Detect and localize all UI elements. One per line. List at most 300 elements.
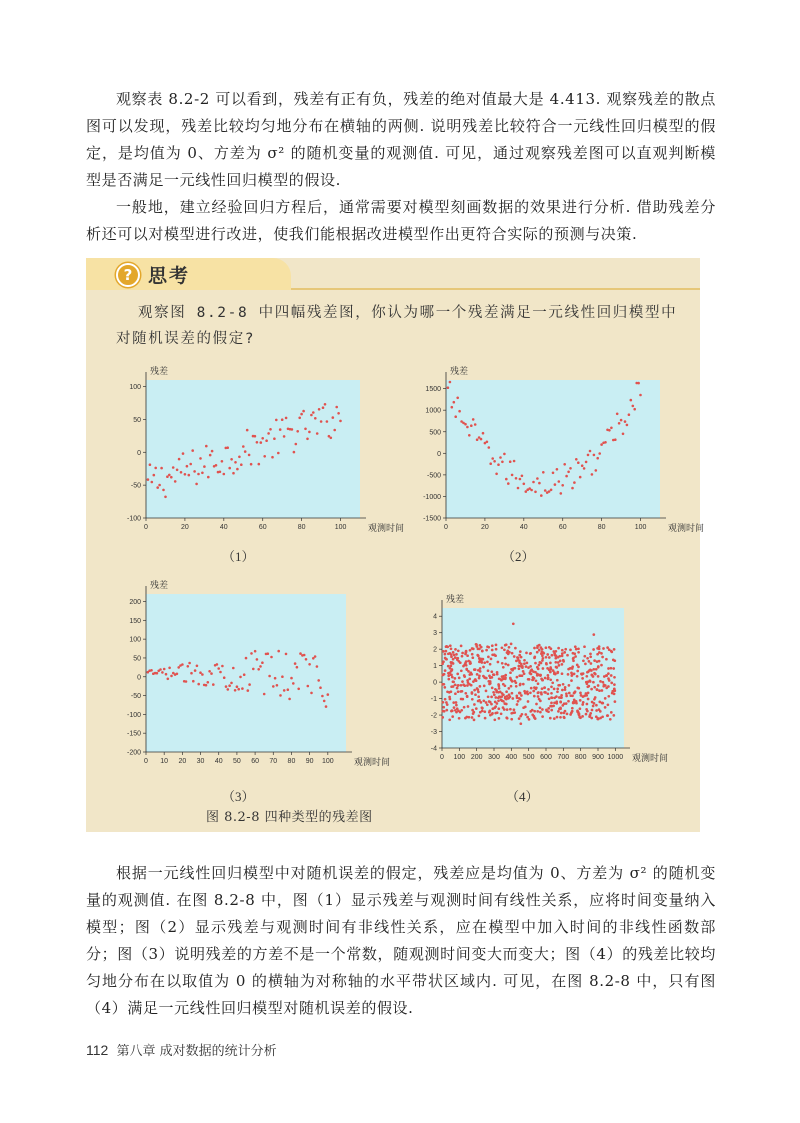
data-point bbox=[582, 659, 585, 662]
data-point bbox=[605, 658, 608, 661]
data-point bbox=[565, 695, 568, 698]
data-point bbox=[576, 670, 579, 673]
data-point bbox=[316, 665, 319, 668]
data-point bbox=[510, 712, 513, 715]
data-point bbox=[540, 693, 543, 696]
data-point bbox=[261, 437, 264, 440]
data-point bbox=[453, 706, 456, 709]
data-point bbox=[487, 669, 490, 672]
y-tick-label: -2 bbox=[430, 712, 437, 720]
data-point bbox=[485, 701, 488, 704]
data-point bbox=[545, 646, 548, 649]
data-point bbox=[452, 681, 455, 684]
data-point bbox=[632, 405, 635, 408]
data-point bbox=[524, 713, 527, 716]
data-point bbox=[488, 675, 491, 678]
y-tick-label: -100 bbox=[126, 711, 141, 719]
data-point bbox=[250, 463, 253, 466]
data-point bbox=[444, 698, 447, 701]
data-point bbox=[541, 648, 544, 651]
y-tick-label: -500 bbox=[426, 472, 441, 480]
data-point bbox=[468, 434, 471, 437]
data-point bbox=[466, 654, 469, 657]
data-point bbox=[445, 709, 448, 712]
data-point bbox=[212, 683, 215, 686]
data-point bbox=[456, 687, 459, 690]
data-point bbox=[551, 681, 554, 684]
data-point bbox=[509, 678, 512, 681]
think-question: 观察图 8.2-8 中四幅残差图，你认为哪一个残差满足一元线性回归模型中对随机误差的假定? bbox=[116, 305, 678, 347]
data-point bbox=[519, 684, 522, 687]
data-point bbox=[238, 456, 241, 459]
data-point bbox=[269, 428, 272, 431]
data-point bbox=[236, 685, 239, 688]
data-point bbox=[607, 672, 610, 675]
data-point bbox=[456, 673, 459, 676]
data-point bbox=[479, 685, 482, 688]
data-point bbox=[551, 654, 554, 657]
data-point bbox=[186, 465, 189, 468]
data-point bbox=[508, 651, 511, 654]
data-point bbox=[219, 471, 222, 474]
data-point bbox=[501, 675, 504, 678]
data-point bbox=[504, 684, 507, 687]
data-point bbox=[281, 675, 284, 678]
data-point bbox=[564, 710, 567, 713]
data-point bbox=[555, 702, 558, 705]
data-point bbox=[562, 660, 565, 663]
data-point bbox=[564, 688, 567, 691]
data-point bbox=[471, 692, 474, 695]
data-point bbox=[513, 460, 516, 463]
data-point bbox=[470, 424, 473, 427]
data-point bbox=[488, 710, 491, 713]
data-point bbox=[243, 673, 246, 676]
data-point bbox=[178, 458, 181, 461]
data-point bbox=[589, 450, 592, 453]
y-tick-label: -1500 bbox=[423, 515, 441, 523]
data-point bbox=[158, 484, 161, 487]
data-point bbox=[471, 656, 474, 659]
data-point bbox=[291, 428, 294, 431]
data-point bbox=[332, 416, 335, 419]
data-point bbox=[454, 648, 457, 651]
data-point bbox=[445, 701, 448, 704]
data-point bbox=[447, 652, 450, 655]
data-point bbox=[226, 446, 229, 449]
data-point bbox=[515, 477, 518, 480]
data-point bbox=[196, 665, 199, 668]
data-point bbox=[194, 669, 197, 672]
data-point bbox=[239, 676, 242, 679]
data-point bbox=[461, 680, 464, 683]
data-point bbox=[518, 661, 521, 664]
data-point bbox=[454, 677, 457, 680]
data-point bbox=[604, 441, 607, 444]
data-point bbox=[508, 696, 511, 699]
data-point bbox=[457, 690, 460, 693]
data-point bbox=[449, 644, 452, 647]
data-point bbox=[533, 695, 536, 698]
data-point bbox=[523, 690, 526, 693]
data-point bbox=[554, 661, 557, 664]
data-point bbox=[587, 692, 590, 695]
data-point bbox=[482, 666, 485, 669]
data-point bbox=[502, 666, 505, 669]
data-point bbox=[547, 692, 550, 695]
data-point bbox=[569, 667, 572, 670]
data-point bbox=[486, 661, 489, 664]
data-point bbox=[451, 676, 454, 679]
data-point bbox=[571, 487, 574, 490]
data-point bbox=[524, 706, 527, 709]
data-point bbox=[182, 452, 185, 455]
data-point bbox=[519, 698, 522, 701]
data-point bbox=[610, 711, 613, 714]
data-point bbox=[495, 691, 498, 694]
data-point bbox=[317, 679, 320, 682]
data-point bbox=[277, 452, 280, 455]
data-point bbox=[170, 476, 173, 479]
x-tick-label: 90 bbox=[305, 758, 314, 765]
question-icon: ? bbox=[116, 263, 140, 287]
data-point bbox=[532, 481, 535, 484]
data-point bbox=[324, 403, 327, 406]
x-tick-label: 40 bbox=[219, 524, 228, 531]
residual-plot-4 bbox=[412, 590, 702, 774]
data-point bbox=[603, 675, 606, 678]
data-point bbox=[580, 694, 583, 697]
data-point bbox=[270, 656, 273, 659]
x-tick-label: 100 bbox=[634, 524, 647, 531]
data-point bbox=[458, 410, 461, 413]
data-point bbox=[585, 675, 588, 678]
y-tick-label: 200 bbox=[129, 599, 141, 607]
data-point bbox=[277, 650, 280, 653]
data-point bbox=[237, 688, 240, 691]
data-point bbox=[442, 650, 445, 653]
data-point bbox=[595, 469, 598, 472]
data-point bbox=[466, 695, 469, 698]
data-point bbox=[540, 678, 543, 681]
data-point bbox=[515, 685, 518, 688]
data-point bbox=[604, 697, 607, 700]
data-point bbox=[297, 688, 300, 691]
data-point bbox=[450, 647, 453, 650]
data-point bbox=[299, 652, 302, 655]
data-point bbox=[534, 491, 537, 494]
data-point bbox=[576, 664, 579, 667]
data-point bbox=[572, 701, 575, 704]
data-point bbox=[455, 701, 458, 704]
think-tab bbox=[86, 258, 291, 290]
data-point bbox=[192, 680, 195, 683]
data-point bbox=[576, 675, 579, 678]
data-point bbox=[448, 718, 451, 721]
y-tick-label: -50 bbox=[130, 693, 141, 701]
data-point bbox=[467, 660, 470, 663]
data-point bbox=[534, 688, 537, 691]
data-point bbox=[510, 643, 513, 646]
data-point bbox=[505, 703, 508, 706]
data-point bbox=[163, 668, 166, 671]
x-tick-label: 500 bbox=[522, 754, 535, 761]
data-point bbox=[618, 422, 621, 425]
data-point bbox=[555, 695, 558, 698]
data-point bbox=[463, 706, 466, 709]
data-point bbox=[556, 671, 559, 674]
data-point bbox=[279, 428, 282, 431]
data-point bbox=[475, 679, 478, 682]
data-point bbox=[609, 718, 612, 721]
data-point bbox=[185, 680, 188, 683]
data-point bbox=[497, 699, 500, 702]
x-tick-label: 40 bbox=[519, 524, 528, 531]
data-point bbox=[598, 651, 601, 654]
data-point bbox=[592, 675, 595, 678]
data-point bbox=[537, 682, 540, 685]
data-point bbox=[516, 676, 519, 679]
data-point bbox=[561, 689, 564, 692]
data-point bbox=[452, 701, 455, 704]
data-point bbox=[447, 665, 450, 668]
data-point bbox=[263, 455, 266, 458]
data-point bbox=[538, 698, 541, 701]
data-point bbox=[443, 686, 446, 689]
data-point bbox=[482, 675, 485, 678]
data-point bbox=[221, 665, 224, 668]
data-point bbox=[550, 702, 553, 705]
data-point bbox=[180, 471, 183, 474]
data-point bbox=[473, 719, 476, 722]
data-point bbox=[586, 710, 589, 713]
data-point bbox=[561, 655, 564, 658]
data-point bbox=[160, 467, 163, 470]
data-point bbox=[529, 652, 532, 655]
plot-area bbox=[146, 380, 360, 518]
data-point bbox=[596, 718, 599, 721]
data-point bbox=[597, 665, 600, 668]
data-point bbox=[534, 662, 537, 665]
data-point bbox=[601, 702, 604, 705]
data-point bbox=[569, 467, 572, 470]
data-point bbox=[612, 667, 615, 670]
data-point bbox=[574, 645, 577, 648]
data-point bbox=[460, 690, 463, 693]
data-point bbox=[165, 673, 168, 676]
data-point bbox=[549, 717, 552, 720]
data-point bbox=[473, 689, 476, 692]
data-point bbox=[574, 690, 577, 693]
data-point bbox=[199, 671, 202, 674]
data-point bbox=[494, 701, 497, 704]
data-point bbox=[552, 472, 555, 475]
data-point bbox=[639, 394, 642, 397]
data-point bbox=[523, 662, 526, 665]
data-point bbox=[563, 716, 566, 719]
data-point bbox=[613, 683, 616, 686]
data-point bbox=[505, 690, 508, 693]
data-point bbox=[236, 468, 239, 471]
data-point bbox=[590, 669, 593, 672]
data-point bbox=[470, 673, 473, 676]
data-point bbox=[558, 664, 561, 667]
data-point bbox=[596, 660, 599, 663]
data-point bbox=[159, 668, 162, 671]
data-point bbox=[578, 716, 581, 719]
data-point bbox=[285, 417, 288, 420]
data-point bbox=[605, 674, 608, 677]
data-point bbox=[593, 702, 596, 705]
data-point bbox=[310, 692, 313, 695]
data-point bbox=[547, 676, 550, 679]
data-point bbox=[261, 661, 264, 664]
y-tick-label: 150 bbox=[129, 617, 141, 625]
data-point bbox=[620, 419, 623, 422]
data-point bbox=[587, 680, 590, 683]
data-point bbox=[499, 456, 502, 459]
data-point bbox=[335, 406, 338, 409]
data-point bbox=[505, 478, 508, 481]
chart-caption-4: （4） bbox=[506, 789, 539, 804]
data-point bbox=[570, 679, 573, 682]
data-point bbox=[600, 443, 603, 446]
data-point bbox=[296, 666, 299, 669]
x-tick-label: 20 bbox=[178, 758, 187, 765]
data-point bbox=[197, 683, 200, 686]
data-point bbox=[610, 674, 613, 677]
x-tick-label: 0 bbox=[144, 524, 148, 531]
data-point bbox=[321, 695, 324, 698]
data-point bbox=[495, 473, 498, 476]
data-point bbox=[482, 432, 485, 435]
x-tick-label: 300 bbox=[488, 754, 500, 761]
data-point bbox=[463, 674, 466, 677]
data-point bbox=[545, 656, 548, 659]
data-point bbox=[449, 698, 452, 701]
data-point bbox=[447, 678, 450, 681]
data-point bbox=[497, 661, 500, 664]
data-point bbox=[599, 717, 602, 720]
data-point bbox=[509, 708, 512, 711]
data-point bbox=[518, 667, 521, 670]
data-point bbox=[556, 468, 559, 471]
data-point bbox=[323, 700, 326, 703]
data-point bbox=[447, 386, 450, 389]
data-point bbox=[464, 662, 467, 665]
data-point bbox=[545, 710, 548, 713]
data-point bbox=[489, 663, 492, 666]
data-point bbox=[637, 382, 640, 385]
data-point bbox=[527, 700, 530, 703]
data-point bbox=[610, 427, 613, 430]
data-point bbox=[479, 670, 482, 673]
data-point bbox=[474, 423, 477, 426]
x-tick-label: 100 bbox=[334, 524, 347, 531]
data-point bbox=[469, 662, 472, 665]
data-point bbox=[265, 439, 268, 442]
data-point bbox=[543, 691, 546, 694]
data-point bbox=[221, 460, 224, 463]
x-tick-label: 60 bbox=[251, 758, 259, 765]
data-point bbox=[555, 650, 558, 653]
data-point bbox=[166, 475, 169, 478]
data-point bbox=[256, 658, 259, 661]
data-point bbox=[519, 478, 522, 481]
data-point bbox=[591, 709, 594, 712]
data-point bbox=[504, 663, 507, 666]
data-point bbox=[519, 722, 522, 725]
data-point bbox=[252, 668, 255, 671]
data-point bbox=[337, 412, 340, 415]
data-point bbox=[470, 684, 473, 687]
data-point bbox=[491, 676, 494, 679]
data-point bbox=[444, 653, 447, 656]
data-point bbox=[488, 683, 491, 686]
data-point bbox=[156, 672, 159, 675]
data-point bbox=[466, 684, 469, 687]
data-point bbox=[547, 688, 550, 691]
data-point bbox=[248, 683, 251, 686]
data-point bbox=[476, 688, 479, 691]
data-point bbox=[208, 670, 211, 673]
data-point bbox=[188, 474, 191, 477]
data-point bbox=[242, 445, 245, 448]
data-point bbox=[553, 688, 556, 691]
data-point bbox=[296, 430, 299, 433]
data-point bbox=[569, 649, 572, 652]
x-axis-label: 观测时间 bbox=[354, 757, 391, 767]
page-footer bbox=[86, 1040, 277, 1059]
data-point bbox=[579, 699, 582, 702]
data-point bbox=[494, 705, 497, 708]
data-point bbox=[607, 667, 610, 670]
data-point bbox=[500, 679, 503, 682]
data-point bbox=[509, 671, 512, 674]
data-point bbox=[535, 703, 538, 706]
data-point bbox=[188, 662, 191, 665]
x-tick-label: 20 bbox=[181, 524, 189, 531]
data-point bbox=[535, 679, 538, 682]
data-point bbox=[473, 703, 476, 706]
chart-caption-2: （2） bbox=[502, 549, 535, 564]
data-point bbox=[607, 703, 610, 706]
data-point bbox=[566, 713, 569, 716]
data-point bbox=[598, 708, 601, 711]
data-point bbox=[487, 680, 490, 683]
data-point bbox=[461, 652, 464, 655]
data-point bbox=[215, 464, 218, 467]
data-point bbox=[170, 675, 173, 678]
data-point bbox=[550, 489, 553, 492]
x-tick-label: 0 bbox=[444, 524, 448, 531]
think-divider bbox=[291, 288, 700, 290]
data-point bbox=[232, 472, 235, 475]
data-point bbox=[450, 685, 453, 688]
data-point bbox=[442, 660, 445, 663]
y-tick-label: 1000 bbox=[425, 407, 441, 415]
data-point bbox=[579, 707, 582, 710]
data-point bbox=[577, 461, 580, 464]
x-tick-label: 80 bbox=[287, 758, 296, 765]
data-point bbox=[610, 667, 613, 670]
data-point bbox=[197, 473, 200, 476]
data-point bbox=[554, 483, 557, 486]
data-point bbox=[589, 653, 592, 656]
data-point bbox=[561, 652, 564, 655]
y-tick-label: 500 bbox=[429, 429, 441, 437]
data-point bbox=[604, 684, 607, 687]
